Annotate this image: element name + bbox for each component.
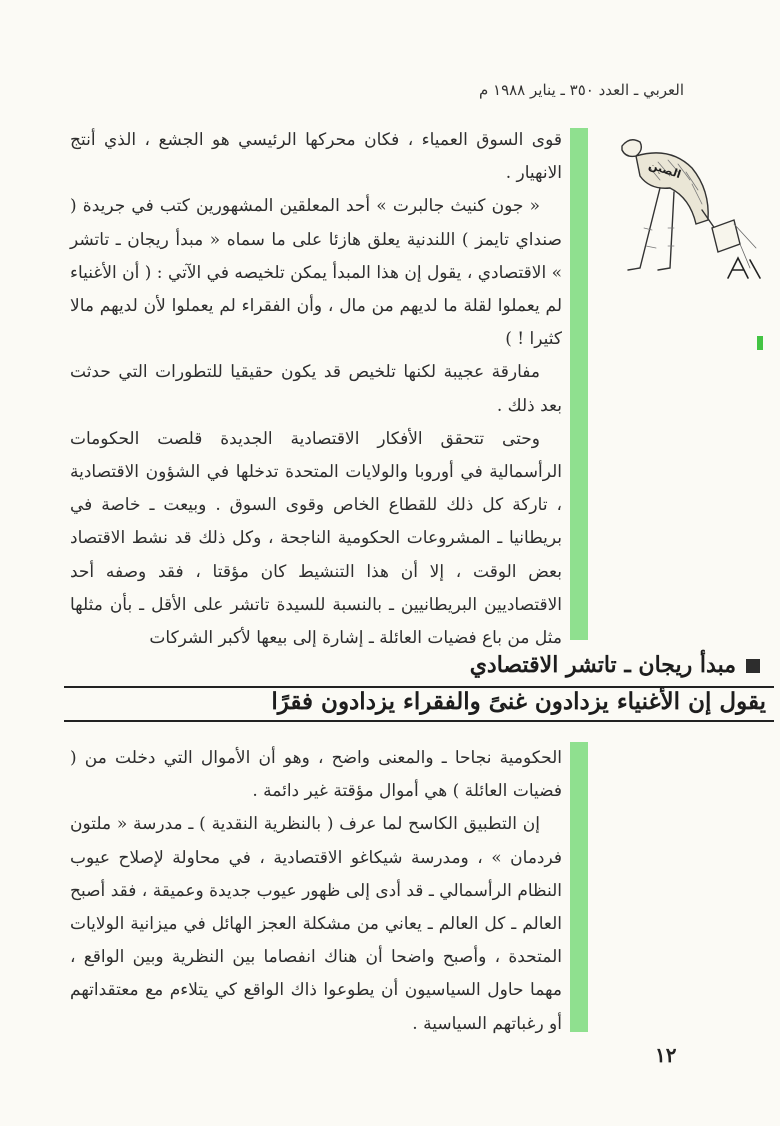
green-margin-mark [757, 336, 763, 350]
page-number: ١٢ [655, 1043, 677, 1067]
paragraph: الحكومية نجاحا ـ والمعنى واضح ، وهو أن الأموال التي دخلت من ( فضيات العائلة ) هي أموال مؤقتة غير دائمة . [70, 748, 562, 802]
running-header: العربي ـ العدد ٣٥٠ ـ يناير ١٩٨٨ م [478, 81, 684, 99]
headline-line2: يقول إن الأغنياء يزدادون غنىً والفقراء يزدادون فقرًا [271, 688, 766, 715]
article-top-column [70, 124, 562, 655]
headline-underline [64, 720, 774, 722]
cartoon-worker-illustration [600, 128, 765, 296]
headline-line1-text: مبدأ ريجان ـ تاتشر الاقتصادي [469, 652, 736, 678]
article-bottom-column [70, 742, 562, 1041]
paragraph: وحتى تتحقق الأفكار الاقتصادية الجديدة قلصت الحكومات الرأسمالية في أوروبا والولايات المتحدة تدخلها في الشؤون الاقتصادية ، تاركة كل ذلك للقطاع الخاص وقوى السوق . وبيعت ـ خاصة في بريطانيا ـ المشروعات الحكومية الناجحة ، وكل ذلك قد نشط الاقتصاد بعض الوقت ، إلا أن هذا التنشيط كان مؤقتا ، فقد وصفه أحد الاقتصاديين البريطانيين ـ بالنسبة للسيدة تاتشر على الأقل ـ بأن مثلها مثل من باع فضيات العائلة ـ إشارة إلى بيعها لأكبر الشركات [70, 428, 562, 649]
headline-line1 [470, 652, 760, 678]
paragraph: مفارقة عجيبة لكنها تلخيص قد يكون حقيقيا للتطورات التي حدثت بعد ذلك . [70, 362, 562, 416]
green-margin-bar-bottom [570, 742, 588, 1032]
paragraph: « جون كنيث جالبرت » أحد المعلقين المشهورين كتب في جريدة ( صنداي تايمز ) اللندنية يعلق هازئا على ما سماه « مبدأ ريجان ـ تاتشر » الاقتصادي ، يقول إن هذا المبدأ يمكن تلخيصه في الآتي : ( أن الأغنياء لم يعملوا لقلة ما لديهم من مال ، وأن الفقراء لم يعملوا لأن لديهم مالا كثيرا ! ) [70, 196, 562, 350]
square-bullet-icon [746, 659, 760, 673]
paragraph: قوى السوق العمياء ، فكان محركها الرئيسي هو الجشع ، الذي أنتج الانهيار . [70, 130, 562, 184]
green-margin-bar-top [570, 128, 588, 640]
pull-headline [64, 652, 774, 720]
paragraph: إن التطبيق الكاسح لما عرف ( بالنظرية النقدية ) ـ مدرسة « ملتون فردمان » ، ومدرسة شيكاغو الاقتصادية ، في محاولة لإصلاح عيوب النظام الرأسمالي ـ قد أدى إلى ظهور عيوب جديدة وعميقة ، فقد أصبح العالم ـ كل العالم ـ يعاني من مشكلة العجز الهائل في ميزانية الولايات المتحدة ، وأصبح واضحا أن هناك انفصاما بين النظرية وبين الواقع ، مهما حاول السياسيون أن يطوعوا ذاك الواقع كي يتلاءم مع معتقداتهم أو رغباتهم السياسية . [70, 814, 562, 1034]
illustration-label: الصين [647, 158, 683, 182]
